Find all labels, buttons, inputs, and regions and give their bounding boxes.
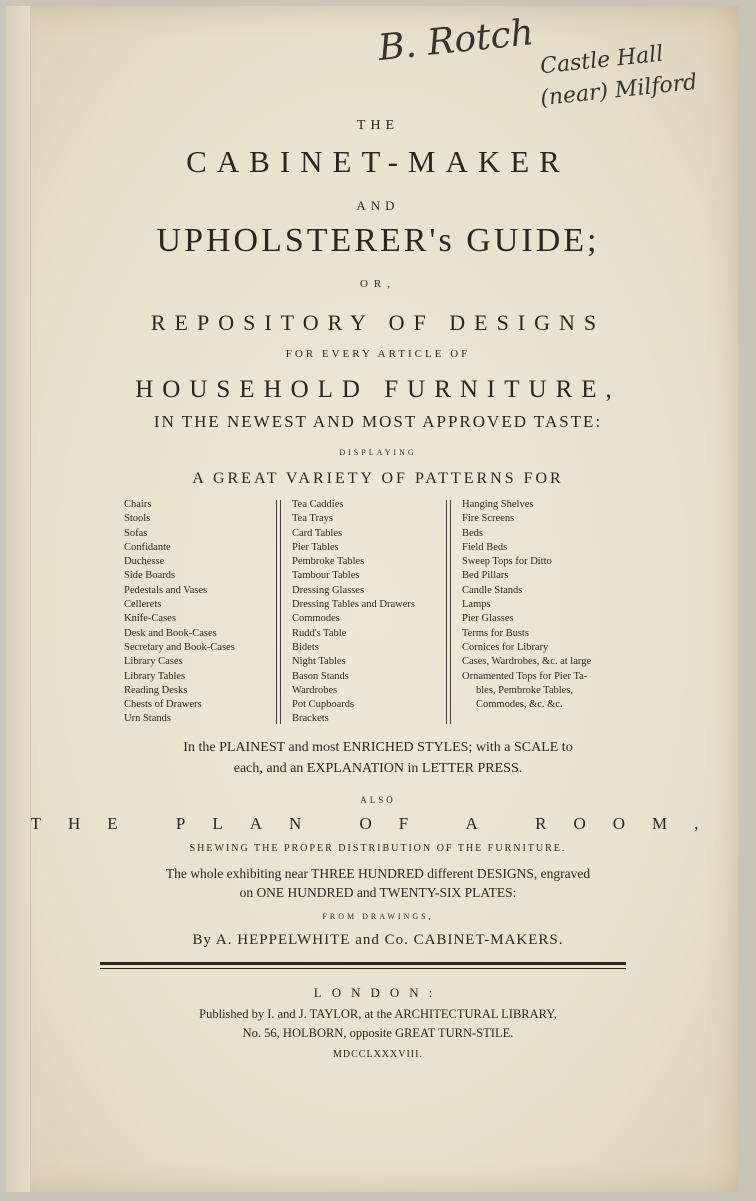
list-item: Candle Stands <box>462 584 523 596</box>
title-household-furniture: HOUSEHOLD FURNITURE, <box>135 376 621 403</box>
list-item: bles, Pembroke Tables, <box>476 684 574 696</box>
list-item: Pier Tables <box>292 541 339 553</box>
list-item: Reading Desks <box>124 684 188 696</box>
list-item: Card Tables <box>292 527 343 539</box>
list-item: Cornices for Library <box>462 641 549 653</box>
imprint-address: No. 56, HOLBORN, opposite GREAT TURN-STILE. <box>242 1026 514 1040</box>
list-item: Bason Stands <box>292 670 349 682</box>
list-item: Field Beds <box>462 541 508 553</box>
title-and: AND <box>356 198 400 213</box>
list-item: Tea Caddies <box>292 499 344 510</box>
double-rule-thin <box>100 968 626 969</box>
imprint-city: LONDON: <box>313 985 443 1000</box>
list-item: Ornamented Tops for Pier Ta- <box>462 670 588 682</box>
list-item: Library Tables <box>124 670 186 682</box>
imprint-date: MDCCLXXXVIII. <box>333 1049 423 1060</box>
shewing-distribution: SHEWING THE PROPER DISTRIBUTION OF THE FURNITURE. <box>189 843 567 854</box>
styles-line-2: each, and an EXPLANATION in LETTER PRESS. <box>233 761 523 776</box>
list-item: Tea Trays <box>292 513 333 525</box>
whole-exhibiting-line-2: on ONE HUNDRED and TWENTY-SIX PLATES: <box>239 885 517 900</box>
list-item: Dressing Tables and Drawers <box>292 599 415 611</box>
list-item: Confidante <box>124 541 171 553</box>
list-item: Secretary and Book-Cases <box>124 641 235 653</box>
list-item: Cellerets <box>124 599 162 611</box>
list-item: Pembroke Tables <box>292 556 365 568</box>
list-item: Pot Cupboards <box>292 699 355 711</box>
list-item: Brackets <box>292 713 329 725</box>
list-item: Wardrobes <box>292 684 338 696</box>
list-item: Commodes, &c. &c. <box>476 699 563 711</box>
list-item: Chests of Drawers <box>124 699 202 711</box>
author-line: By A. HEPPELWHITE and Co. CABINET-MAKERS. <box>192 932 564 948</box>
double-rule-thick <box>100 962 626 965</box>
list-item: Sofas <box>124 527 148 539</box>
styles-line-1: In the PLAINEST and most ENRICHED STYLES; with a SCALE to <box>183 740 573 755</box>
list-item: Chairs <box>124 499 152 510</box>
list-item: Duchesse <box>124 556 165 568</box>
list-item: Desk and Book-Cases <box>124 627 217 639</box>
list-item: Hanging Shelves <box>462 499 534 510</box>
title-newest-taste: IN THE NEWEST AND MOST APPROVED TASTE: <box>153 412 603 431</box>
list-item: Night Tables <box>292 656 346 668</box>
title-displaying: DISPLAYING <box>339 448 417 457</box>
also-label: ALSO <box>360 795 396 805</box>
list-item: Beds <box>462 527 483 539</box>
plan-of-a-room: THE PLAN OF A ROOM, <box>30 814 726 833</box>
title-for-every-article: FOR EVERY ARTICLE OF <box>285 348 471 360</box>
column-divider-1 <box>276 500 281 724</box>
pattern-column-3 <box>462 498 632 712</box>
list-item: Library Cases <box>124 656 183 668</box>
list-item: Tambour Tables <box>292 570 360 582</box>
from-drawings: FROM DRAWINGS, <box>322 912 434 921</box>
list-item: Fire Screens <box>462 513 515 525</box>
list-item: Pedestals and Vases <box>124 584 208 596</box>
list-item: Knife-Cases <box>124 613 176 625</box>
column-divider-2 <box>446 500 451 724</box>
title-repository: REPOSITORY OF DESIGNS <box>150 310 606 335</box>
list-item: Bidets <box>292 641 319 653</box>
list-item: Rudd's Table <box>292 627 347 639</box>
list-item: Bed Pillars <box>462 570 509 582</box>
list-item: Sweep Tops for Ditto <box>462 556 552 568</box>
title-the: THE <box>356 118 400 133</box>
list-item: Dressing Glasses <box>292 584 365 596</box>
list-item: Urn Stands <box>124 713 171 725</box>
imprint-publisher: Published by I. and J. TAYLOR, at the ARCHITECTURAL LIBRARY, <box>199 1007 557 1021</box>
list-item: Terms for Busts <box>462 627 529 639</box>
list-item: Side Boards <box>124 570 176 582</box>
title-cabinet-maker: CABINET-MAKER <box>186 144 570 179</box>
whole-exhibiting-line-1: The whole exhibiting near THREE HUNDRED different DESIGNS, engraved <box>165 866 591 881</box>
signature-place-line1: Castle Hall <box>539 41 665 80</box>
list-item: Lamps <box>462 599 491 611</box>
list-item: Pier Glasses <box>462 613 514 625</box>
signature-name: B. Rotch <box>376 11 536 70</box>
title-upholsterers-guide: UPHOLSTERER's GUIDE; <box>156 222 600 259</box>
list-item: Commodes <box>292 613 340 625</box>
list-item: Cases, Wardrobes, &c. at large <box>462 656 592 668</box>
pattern-column-2 <box>292 498 452 727</box>
signature-place-line2: (near) Milford <box>539 69 699 112</box>
title-great-variety: A GREAT VARIETY OF PATTERNS FOR <box>192 470 564 487</box>
pattern-column-1 <box>124 498 274 727</box>
title-or: OR, <box>359 278 397 290</box>
list-item: Stools <box>124 513 151 525</box>
